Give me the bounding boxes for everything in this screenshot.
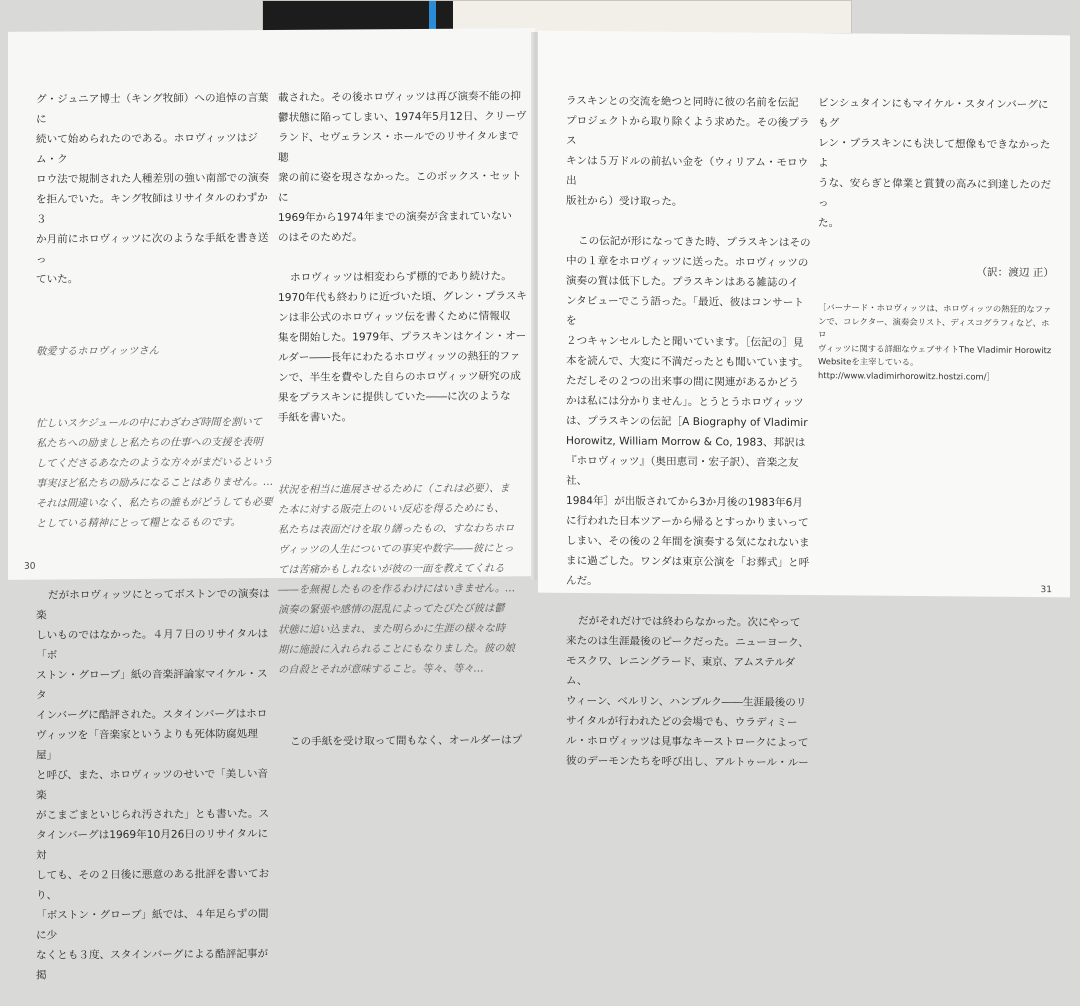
paragraph: ホロヴィッツは相変わらず標的であり続けた。 1970年代も終わりに近づいた頃、グレン・プラスキ ンは非公式のホロヴィッツ伝を書くために情報収 集を開始した。1979年、プラスキンはケイン・オー ルダー――長年にわたるホロヴィッツの熱狂的ファ ンで、半生を費やした自らのホロヴィッツ研究の成 果をプラスキンに提供していた――に次のような 手紙を書いた。: [278, 270, 527, 424]
page-number: 31: [1040, 585, 1052, 596]
paragraph: ラスキンとの交流を絶つと同時に彼の名前を伝記 プロジェクトから取り除くよう求めた。その後プラス キンは５万ドルの前払い金を（ウィリアム・モロウ出 版社から）受け取った。: [566, 94, 810, 208]
letter-quote: 忙しいスケジュールの中にわざわざ時間を割いて 私たちへの励ましと私たちの仕事への支援を表明 してくださるあなたのような方々がまだいるという 事実ほど私たちの励みになることはありません。… それは間違いなく、私たちの誰もがどうしても必要 としている精神にとって糧となるものです。: [36, 416, 274, 530]
letter-salutation: 敬愛するホロヴィッツさん: [36, 344, 159, 358]
left-column-1: [36, 68, 276, 1006]
paragraph: 載された。その後ホロヴィッツは再び演奏不能の抑 鬱状態に陥ってしまい、1974年5月12日、クリーヴ ランド、セヴェランス・ホールでのリサイタルまで聴 衆の前に姿を現さなかった。このボックス・セットに 1969年から1974年までの演奏が含まれていない のはそのためだ。: [278, 90, 527, 244]
paragraph: だがホロヴィッツにとってボストンでの演奏は楽 しいものではなかった。４月７日のリサイタルは「ボ ストン・グローブ」紙の音楽評論家マイケル・スタ インバーグに酷評された。スタインバーグはホロ ヴィッツを「音楽家というよりも死体防腐処理屋」 と呼び、また、ホロヴィッツのせいで「美しい音楽 がこまごまといじられ汚された」とも書いた。ス タインバーグは1969年10月26日のリサイタルに対 しても、その２日後に悪意のある批評を書いており、 「ボストン・グローブ」紙では、４年足らずの間に少 なくとも３度、スタインバーグによる酷評記事が掲: [36, 588, 270, 982]
paragraph: ビンシュタインにもマイケル・スタインバーグにもグ レン・プラスキンにも決して想像もできなかったよ うな、安らぎと偉業と賞賛の高みに到達したのだっ た。: [818, 97, 1052, 230]
paragraph: グ・ジュニア博士（キング牧師）への追悼の言葉に 続いて始められたのである。ホロヴィッツはジム・ク ロウ法で規制された人種差別の強い南部での演奏 を拒んでいた。キング牧師はリサイタルのわずか３ か月前にホロヴィッツに次のような手紙を書き送っ ていた。: [36, 92, 270, 286]
letter-quote: 状況を相当に進展させるために（これは必要）、ま た本に対する販売上のいい反応を得るためにも、 私たちは表面だけを取り繕ったもの、すなわちホロ ヴィッツの人生についての事実や数字――彼にとっ ては苦痛かもしれないが彼の一面を教えてくれる ――を無視したものを作るわけにはいきません。… 演奏の緊張や感情の混乱によってたびたび彼は鬱 状態に追い込まれ、また明らかに生涯の様々な時 期に施設に入れられることにもなりました。彼の娘 の自殺とそれが意味すること。等々、等々…: [278, 482, 516, 676]
paragraph: この伝記が形になってきた時、プラスキンはその 中の１章をホロヴィッツに送った。ホロヴィッツの 演奏の質は低下した。プラスキンはある雑誌のイ ンタビューでこう語った。「最近、彼はコンサートを ２つキャンセルしたと聞いています。［伝記の］見 本を読んで、大変に不満だったとも聞いています。 ただしその２つの出来事の間に関連があるかどう かは私には分かりません」。とうとうホロヴィッツ は、プラスキンの伝記［A Biography of Vladimir Horowitz, William Morrow & Co, 1983、邦訳は 『ホロヴィッツ』（奥田恵司・宏子訳）、音楽之友社、 1984年］が出版されてから3か月後の1983年6月 に行われた日本ツアーから帰るとすっかりまいって しまい、その後の２年間を演奏する気になれないま まに過ごした。ワンダは東京公演を「お葬式」と呼 んだ。: [566, 235, 811, 588]
paragraph: この手紙を受け取って間もなく、オールダーはプ: [290, 734, 523, 748]
right-column-1: [566, 71, 812, 793]
right-column-2: [818, 73, 1054, 404]
paragraph: だがそれだけでは終わらなかった。次にやって 来たのは生涯最後のピークだった。ニューヨーク、 モスクワ、レニングラード、東京、アムステルダム、 ウィーン、ベルリン、ハンブルク――生涯最後のリ サイタルが行われたどの会場でも、ウラディミー ル・ホロヴィッツは見事なキーストロークによって 彼のデーモンたちを呼び出し、アルトゥール・ルー: [566, 615, 809, 770]
footnote: ［バーナード・ホロヴィッツは、ホロヴィッツの熱狂的なファ ンで、コレクター、演奏会リスト、ディスコグラフィなど、ホロ ヴィッツに関する詳細なウェブサイトThe Vladimir Horowitz Websiteを主宰している。 http://www.vladimirhorowitz.hostzi.com/］: [818, 302, 1052, 382]
page-number: 30: [24, 561, 36, 572]
left-page: [8, 28, 535, 982]
right-page: [538, 31, 1070, 770]
translator-credit: （訳：渡辺 正）: [976, 266, 1054, 280]
left-column-2: [278, 66, 528, 772]
